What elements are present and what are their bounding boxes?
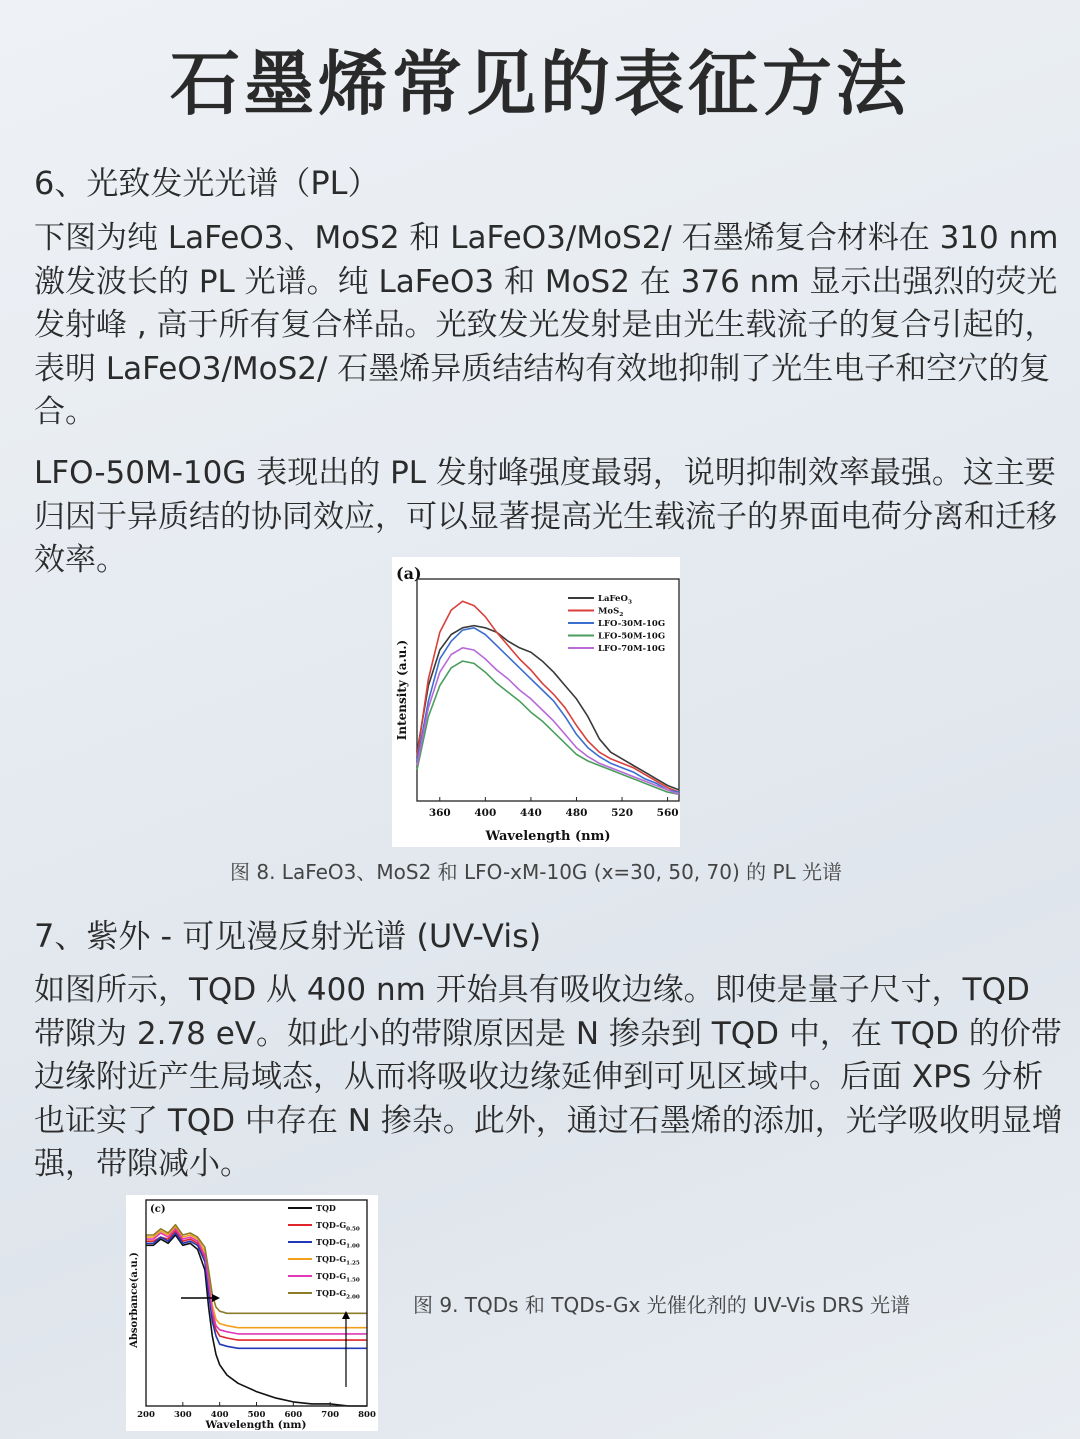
uv-x-tick-label: 600 xyxy=(284,1410,303,1420)
uv-x-tick-label: 700 xyxy=(321,1410,340,1420)
figure-9-caption: 图 9. TQDs 和 TQDs-Gx 光催化剂的 UV-Vis DRS 光谱 xyxy=(413,1293,911,1317)
pl-x-tick-label: 520 xyxy=(611,807,634,819)
pl-legend-label-3: LFO-50M-10G xyxy=(598,631,666,642)
uv-x-tick-label: 300 xyxy=(173,1410,192,1420)
section-6-heading: 6、光致发光光谱（PL） xyxy=(34,164,380,202)
pl-x-tick-label: 560 xyxy=(656,807,679,819)
pl-legend-label-1: MoS$_2$ xyxy=(598,606,624,618)
pl-legend-label-4: LFO-70M-10G xyxy=(598,644,666,654)
pl-x-tick-label: 440 xyxy=(519,807,542,819)
uv-x-tick-label: 800 xyxy=(358,1410,376,1420)
pl-panel-label: (a) xyxy=(396,564,422,583)
uv-x-axis-label: Wavelength (nm) xyxy=(205,1419,307,1431)
uv-x-tick-label: 200 xyxy=(137,1410,155,1420)
pl-legend-label-0: LaFeO$_3$ xyxy=(598,594,633,606)
pl-x-tick-label: 480 xyxy=(565,807,588,819)
uv-x-tick-label: 400 xyxy=(210,1410,229,1420)
section-6-paragraph-2: LFO-50M-10G 表现出的 PL 发射峰强度最弱，说明抑制效率最强。这主要归因于异质结的协同效应，可以显著提高光生载流子的界面电荷分离和迁移效率。 xyxy=(34,455,1057,578)
section-7-paragraph-1: 如图所示，TQD 从 400 nm 开始具有吸收边缘。即使是量子尺寸，TQD 带隙为 2.78 eV。如此小的带隙原因是 N 掺杂到 TQD 中，在 TQD 的价带边缘附近产生局域态，从而将吸收边缘延伸到可见区域中。后面 XPS 分析也证实了 TQD 中存在 N 掺杂。此外，通过石墨烯的添加，光学吸收明显增强，带隙减小。 xyxy=(34,972,1063,1182)
uv-panel-label: (c) xyxy=(150,1204,166,1215)
pl-spectrum-chart xyxy=(392,557,680,847)
pl-plot-frame xyxy=(417,579,679,801)
uv-legend-label-0: TQD xyxy=(316,1203,336,1213)
uv-legend-label-4: TQD-$G_{1.50}$ xyxy=(316,1271,360,1284)
uv-legend-label-3: TQD-$G_{1.25}$ xyxy=(316,1254,360,1267)
pl-x-tick-label: 360 xyxy=(428,807,451,819)
section-7-heading: 7、紫外 - 可见漫反射光谱 (UV-Vis) xyxy=(34,917,542,955)
uvvis-spectrum-figure xyxy=(126,1195,378,1431)
page-title: 石墨烯常见的表征方法 xyxy=(170,43,910,125)
uv-y-axis-label: Absorbance(a.u.) xyxy=(129,1252,140,1348)
pl-legend-label-2: LFO-30M-10G xyxy=(598,619,666,629)
uv-legend-label-1: TQD-$G_{0.50}$ xyxy=(316,1220,360,1233)
uv-legend-label-2: TQD-$G_{1.00}$ xyxy=(316,1237,360,1250)
edge-shift-arrow xyxy=(181,1294,220,1302)
uv-legend-label-5: TQD-$G_{2.00}$ xyxy=(316,1288,360,1301)
pl-spectrum-figure xyxy=(392,557,680,847)
pl-x-axis-label: Wavelength (nm) xyxy=(485,829,611,844)
uv-x-tick-label: 500 xyxy=(247,1410,266,1420)
uv-series-line-1 xyxy=(146,1231,367,1340)
pl-series-line-3 xyxy=(417,661,679,794)
uvvis-spectrum-chart xyxy=(126,1195,378,1431)
pl-x-tick-label: 400 xyxy=(474,807,497,819)
pl-y-axis-label: Intensity (a.u.) xyxy=(395,639,409,741)
figure-8-caption: 图 8. LaFeO3、MoS2 和 LFO-xM-10G (x=30, 50, 70) 的 PL 光谱 xyxy=(230,860,843,884)
section-6-paragraph-1: 下图为纯 LaFeO3、MoS2 和 LaFeO3/MoS2/ 石墨烯复合材料在 310 nm 激发波长的 PL 光谱。纯 LaFeO3 和 MoS2 在 376 nm 显示出强烈的荧光发射峰 , 高于所有复合样品。光致发光发射是由光生载流子的复合引起的，表明 LaFeO3/MoS2/ 石墨烯异质结结构有效地抑制了光生电子和空穴的复合。 xyxy=(34,220,1059,430)
